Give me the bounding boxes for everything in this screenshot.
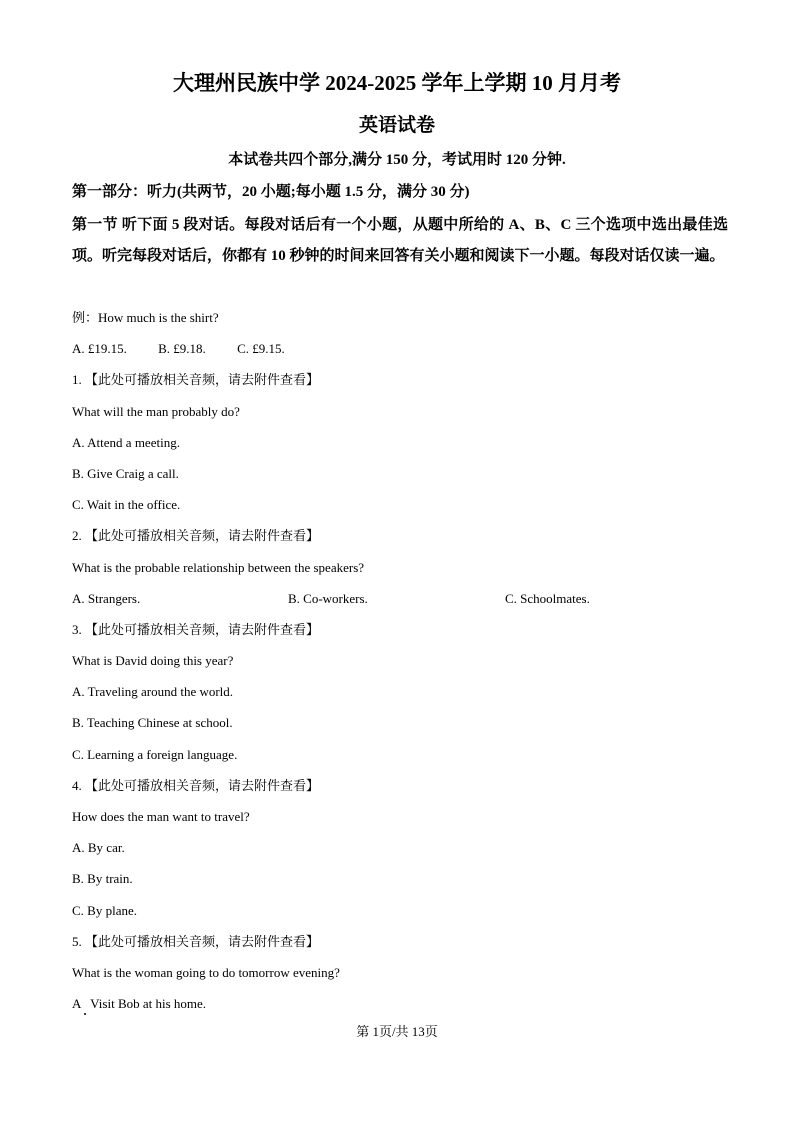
question-3-audio[interactable] [72,614,722,645]
example-option-b: B. £9.18. [158,341,206,357]
page-number: 第 1页/共 13页 [356,1024,438,1039]
question-4-audio[interactable] [72,770,722,801]
question-2-options [72,583,722,614]
question-5-option-a: A Visit Bob at his home. [72,996,207,1012]
question-number: 1. [72,372,82,388]
question-2-option-c: C. Schoolmates. [505,590,590,606]
question-4-text: How does the man want to travel? [72,809,250,824]
question-3-option-b: B. Teaching Chinese at school. [72,715,233,731]
question-4-option-c: C. By plane. [72,902,137,918]
exam-subtitle: 英语试卷 [358,115,435,136]
question-4-option-a: A. By car. [72,840,125,856]
question-1-audio[interactable] [72,364,722,395]
question-number: 3. [72,621,82,637]
question-number: 2. [72,528,82,544]
question-2-text: What is the probable relationship between the speakers? [72,559,365,575]
question-3-option-c: C. Learning a foreign language. [72,746,238,762]
audio-placeholder[interactable]: 【此处可播放相关音频，请去附件查看】 [85,528,320,544]
audio-placeholder[interactable]: 【此处可播放相关音频，请去附件查看】 [85,621,320,637]
question-1-text: What will the man probably do? [72,403,240,419]
question-5-text: What is the woman going to do tomorrow evening? [72,964,340,980]
audio-placeholder[interactable]: 【此处可播放相关音频，请去附件查看】 [85,933,320,949]
question-4-option-b: B. By train. [72,871,133,887]
exam-title: 大理州民族中学 2024-2025 学年上学期 10 月月考 [173,71,621,95]
question-3-option-a: A. Traveling around the world. [72,684,234,700]
audio-placeholder[interactable]: 【此处可播放相关音频，请去附件查看】 [85,777,320,793]
question-3-text: What is David doing this year? [72,653,234,669]
question-1-option-a: A. Attend a meeting. [72,434,180,450]
question-number: 5. [72,933,82,949]
question-2-audio[interactable] [72,520,722,551]
audio-placeholder[interactable]: 【此处可播放相关音频，请去附件查看】 [85,372,320,388]
question-5-audio[interactable] [72,926,722,957]
question-1-option-b: B. Give Craig a call. [72,465,179,481]
question-1-option-c: C. Wait in the office. [72,497,181,513]
example-option-c: C. £9.15. [237,341,285,357]
example-options [72,333,722,364]
question-list [72,302,722,1019]
section-one-instructions: 第一节 听下面 5 段对话。每段对话后有一个小题，从题中所给的 A、B、C 三个选项中选出最佳选项。听完每段对话后，你都有 10 秒钟的时间来回答有关小题和阅读下一小题。每段对话仅读一遍。 [72,217,728,264]
question-2-option-b: B. Co-workers. [288,590,368,606]
question-2-option-a: A. Strangers. [72,590,141,606]
question-number: 4. [72,777,82,793]
part-one-heading: 第一部分：听力(共两节，20 小题;每小题 1.5 分，满分 30 分) [72,184,470,200]
stray-dot [84,1013,86,1015]
example-option-a: A. £19.15. [72,341,127,357]
exam-intro: 本试卷共四个部分,满分 150 分，考试用时 120 分钟. [228,152,566,168]
example-question: 例：How much is the shirt? [72,310,219,325]
